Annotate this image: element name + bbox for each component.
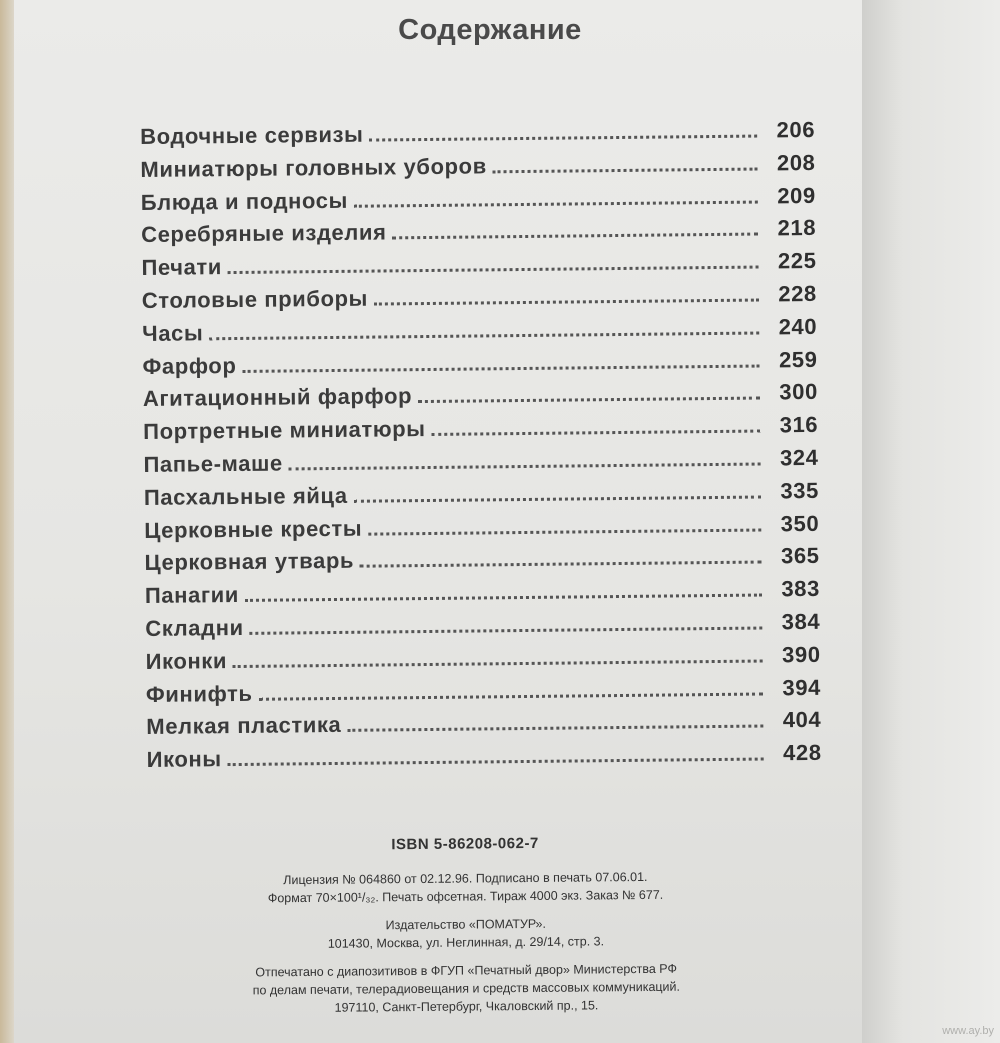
toc-dot-leader: [393, 233, 759, 240]
toc-entry-label: Церковная утварь: [144, 548, 355, 576]
toc-dot-leader: [354, 495, 761, 502]
toc-entry-label: Мелкая пластика: [146, 712, 342, 740]
toc-entry-page-number: 259: [778, 346, 818, 372]
toc-entry-label: Агитационный фарфор: [142, 383, 413, 412]
isbn: ISBN 5-86208-062-7: [391, 834, 539, 854]
toc-entry-label: Панагии: [144, 582, 240, 609]
toc-dot-leader: [250, 626, 763, 634]
toc-dot-leader: [432, 430, 761, 436]
toc-entry-label: Пасхальные яйца: [143, 482, 348, 510]
toc-entry-label: Финифть: [145, 680, 253, 707]
table-of-contents: [140, 117, 822, 780]
toc-entry-page-number: 394: [782, 674, 822, 700]
toc-entry-label: Серебряные изделия: [141, 219, 387, 248]
toc-dot-leader: [209, 331, 759, 340]
toc-entry-page-number: 206: [776, 116, 816, 143]
toc-entry-page-number: 384: [781, 608, 821, 635]
toc-dot-leader: [360, 561, 762, 568]
imprint-license: Лицензия № 064860 от 02.12.96. Подписано в печать 07.06.01.: [283, 869, 648, 888]
toc-entry-page-number: 428: [782, 740, 822, 766]
toc-entry-page-number: 335: [780, 477, 820, 504]
toc-dot-leader: [347, 725, 763, 732]
toc-entry-page-number: 209: [777, 182, 816, 208]
toc-entry-label: Водочные сервизы: [140, 121, 364, 149]
imprint-address: 101430, Москва, ул. Неглинная, д. 29/14, стр. 3.: [327, 934, 605, 951]
toc-entry-page-number: 218: [777, 215, 817, 241]
imprint-block: [185, 833, 747, 1018]
toc-entry-page-number: 300: [779, 379, 818, 405]
toc-dot-leader: [374, 299, 759, 306]
toc-dot-leader: [245, 594, 762, 602]
toc-entry-page-number: 404: [782, 707, 822, 733]
toc-dot-leader: [368, 528, 761, 535]
toc-entry-page-number: 240: [778, 313, 818, 340]
toc-dot-leader: [242, 364, 759, 372]
toc-entry-label: Миниатюры головных уборов: [140, 153, 487, 182]
toc-entry-page-number: 208: [776, 149, 816, 176]
toc-entry-label: Иконы: [146, 746, 222, 773]
toc-dot-leader: [259, 692, 763, 700]
toc-dot-leader: [418, 397, 760, 404]
imprint-printer: Отпечатано с диапозитивов в ФГУП «Печатный двор» Министерства РФ: [255, 961, 678, 980]
toc-entry-page-number: 390: [781, 641, 821, 668]
imprint-publisher: Издательство «ПОМАТУР».: [385, 916, 546, 933]
toc-entry-page-number: 365: [780, 543, 820, 569]
toc-entry-page-number: 228: [778, 280, 817, 307]
toc-entry-page-number: 225: [777, 248, 817, 274]
imprint-printer-address: 197110, Санкт-Петербург, Чкаловский пр., 15.: [334, 998, 599, 1015]
background-left-edge: [0, 0, 14, 1043]
toc-entry-label: Часы: [142, 320, 204, 346]
toc-dot-leader: [370, 135, 758, 142]
toc-dot-leader: [233, 659, 763, 668]
toc-entry-page-number: 324: [779, 444, 819, 471]
toc-entry-page-number: 316: [779, 412, 819, 438]
toc-entry-label: Блюда и подносы: [140, 187, 349, 215]
toc-entry-label: Папье-маше: [143, 450, 283, 477]
imprint-format: Формат 70×100¹/₃₂. Печать офсетная. Тираж 4000 экз. Заказ № 677.: [267, 887, 664, 906]
toc-entry-label: Портретные миниатюры: [143, 416, 426, 445]
toc-dot-leader: [228, 266, 759, 275]
toc-entry-label: Фарфор: [142, 352, 237, 379]
page-title: Содержание: [398, 14, 582, 46]
toc-dot-leader: [354, 200, 758, 207]
toc-dot-leader: [493, 167, 758, 173]
toc-dot-leader: [289, 462, 761, 470]
toc-entry-label: Церковные кресты: [144, 515, 363, 543]
toc-entry-page-number: 350: [780, 510, 820, 536]
toc-entry-label: Столовые приборы: [141, 285, 369, 313]
watermark: www.ay.by: [942, 1025, 994, 1037]
toc-entry-label: Печати: [141, 254, 223, 281]
toc-entry-label: Складни: [145, 614, 244, 641]
background-right-area: [862, 0, 1000, 1043]
toc-entry-page-number: 383: [781, 576, 821, 602]
toc-dot-leader: [228, 758, 764, 767]
imprint-printer-ministry: по делам печати, телерадиовещания и средств массовых коммуникаций.: [252, 979, 681, 998]
toc-entry-label: Иконки: [145, 647, 228, 674]
